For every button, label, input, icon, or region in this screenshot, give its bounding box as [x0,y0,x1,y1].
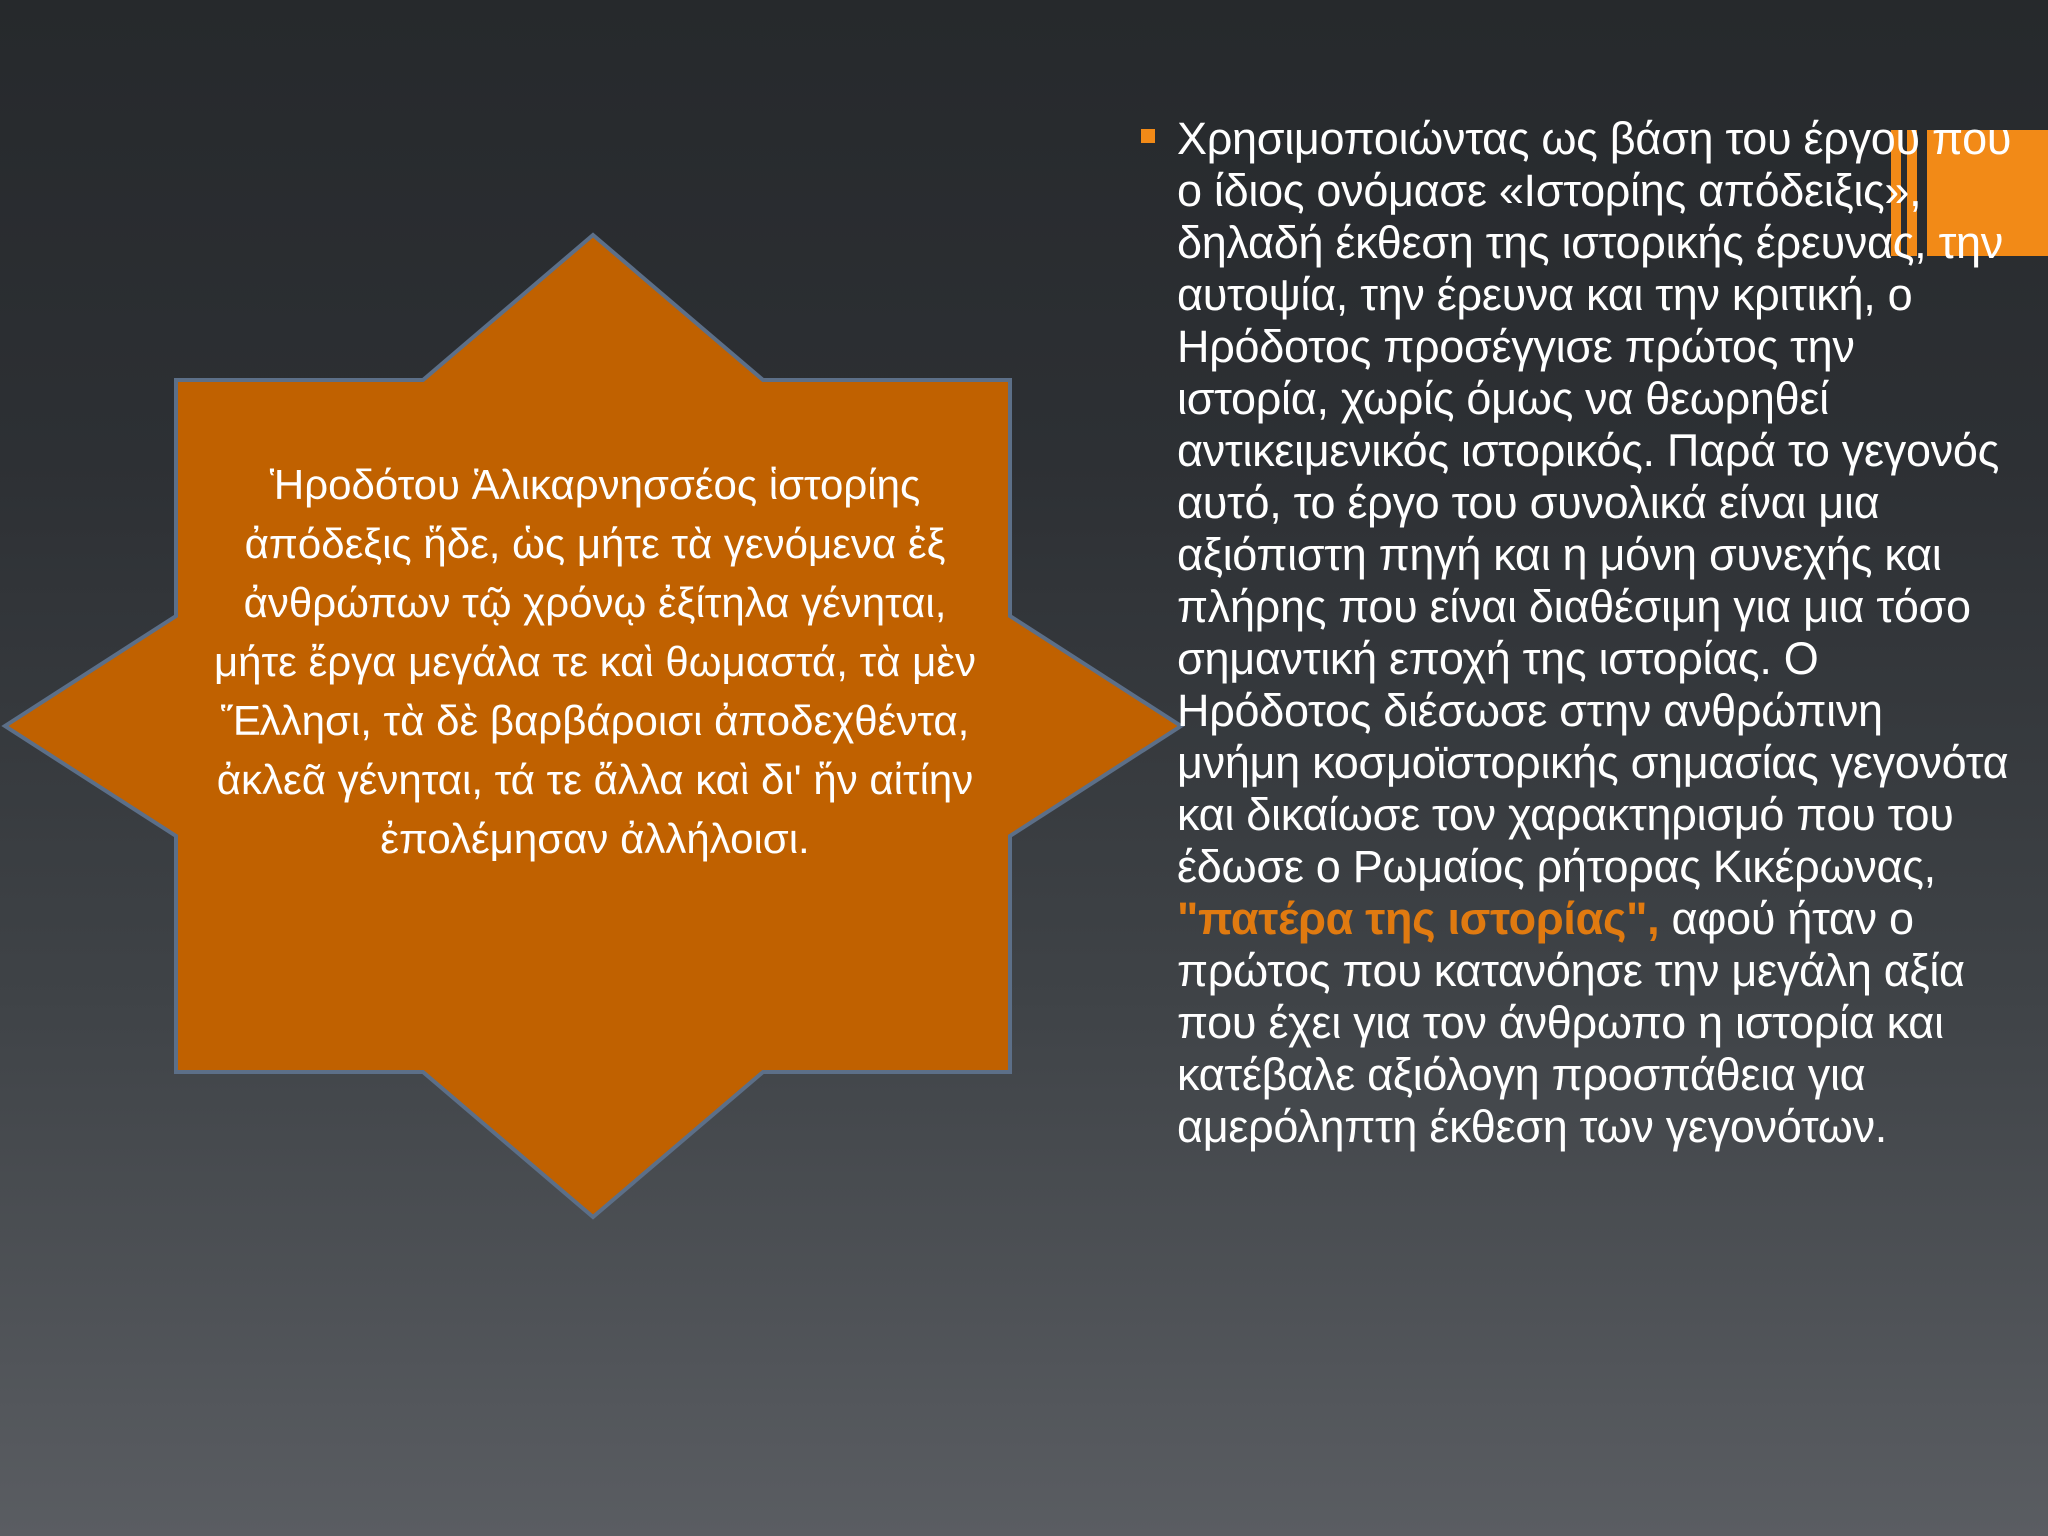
greek-quote: Ἡροδότου Ἁλικαρνησσέος ἱστορίης ἀπόδεξις ἥδε, ὡς μήτε τὰ γενόμενα ἐξ ἀνθρώπων τῷ χρόνῳ ἐξίτηλα γένηται, μήτε ἔργα μεγάλα τε καὶ θωμαστά, τὰ μὲν Ἕλλησι, τὰ δὲ βαρβάροισι ἀποδεχθέντα, ἀκλεᾶ γένηται, τά τε ἄλλα καὶ δι' ἥν αἰτίην ἐπολέμησαν ἀλλήλοισι. [213,461,976,862]
body-paragraph [1177,113,2017,1153]
body-text-start: Χρησιμοποιώντας ως βάση του έργου που ο ίδιος ονόμασε «Ιστορίης απόδειξις», δηλαδή έκθεση της ιστορικής έρευνας, την αυτοψία, την έρευνα και την κριτική, ο Ηρόδοτος προσέγγισε πρώτος την ιστορία, χωρίς όμως να θεωρηθεί αντικειμενικός ιστορικός. Παρά το γεγονός αυτό, το έργο του συνολικά είναι μια αξιόπιστη πηγή και η μόνη συνεχής και πλήρης που είναι διαθέσιμη για μια τόσο σημαντική εποχή της ιστορίας. Ο Ηρόδοτος διέσωσε στην ανθρώπινη μνήμη κοσμοϊστορικής σημασίας γεγονότα και δικαίωσε τον χαρακτηρισμό που του έδωσε ο Ρωμαίος ρήτορας Κικέρωνας, [1177,113,2012,892]
highlighted-phrase: "πατέρα της ιστορίας", [1177,893,1660,944]
body-text-end: αφού ήταν ο πρώτος που κατανόησε την μεγάλη αξία που έχει για τον άνθρωπο η ιστορία και κατέβαλε αξιόλογη προσπάθεια για αμερόληπτη έκθεση των γεγονότων. [1177,893,1965,1152]
square-bullet-icon [1141,129,1155,143]
